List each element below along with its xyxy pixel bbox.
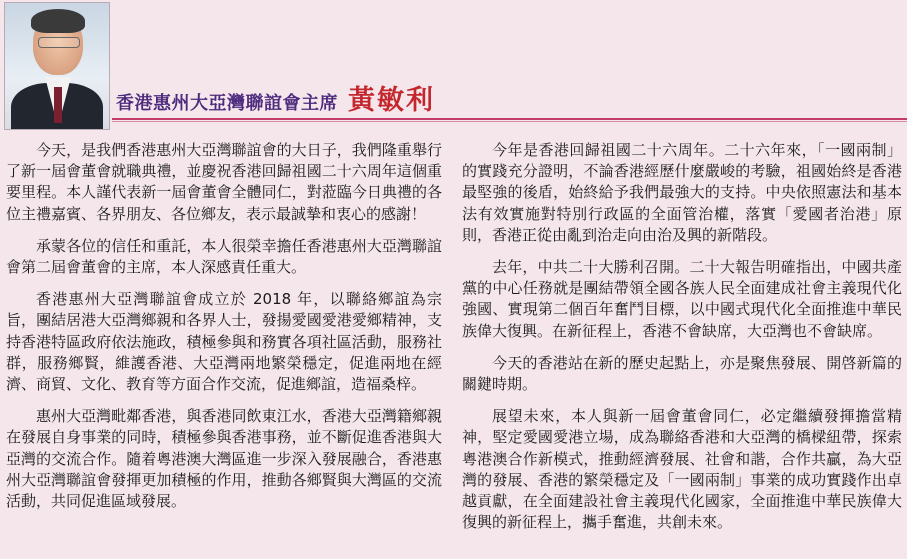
paragraph: 今天的香港站在新的歷史起點上，亦是聚焦發展、開啓新篇的關鍵時期。 [462,353,902,394]
left-column [6,140,442,523]
organization-title: 香港惠州大亞灣聯誼會主席 [116,93,338,114]
article-header [0,0,907,130]
header-divider-thin [112,121,907,122]
portrait-photo [4,2,110,130]
paragraph: 承蒙各位的信任和重託，本人很榮幸擔任香港惠州大亞灣聯誼會第二屆會董會的主席，本人深感責任重大。 [6,236,442,277]
person-name: 黃敏利 [348,85,435,116]
portrait-glasses [38,37,80,48]
header-divider [112,118,907,120]
paragraph: 今年是香港回歸祖國二十六周年。二十六年來，「一國兩制」的實踐充分證明，不論香港經歷什麼嚴峻的考驗，祖國始終是香港最堅強的後盾，始終給予我們最強大的支持。中央依照憲法和基本法有效實施對特別行政區的全面管治權，落實「愛國者治港」原則，香港正從由亂到治走向由治及興的新階段。 [462,141,902,244]
portrait-tie [54,87,62,123]
paragraph: 香港惠州大亞灣聯誼會成立於 2018 年，以聯絡鄉誼為宗旨，團結居港大亞灣鄉親和各界人士，發揚愛國愛港愛鄉精神，支持香港特區政府依法施政，積極參與和務實各項社區活動，服務社群，服務鄉賢，維護香港、大亞灣兩地繁榮穩定，促進兩地在經濟、商貿、文化、教育等方面合作交流，促進鄉誼，造福桑梓。 [6,290,442,394]
paragraph: 去年，中共二十大勝利召開。二十大報告明確指出，中國共產黨的中心任務就是團結帶領全國各族人民全面建成社會主義現代化強國、實現第二個百年奮鬥目標，以中國式現代化全面推進中華民族偉大復興。在新征程上，香港不會缺席，大亞灣也不會缺席。 [462,258,902,340]
paragraph: 惠州大亞灣毗鄰香港，與香港同飲東江水，香港大亞灣籍鄉親在發展自身事業的同時，積極參與香港事務，並不斷促進香港與大亞灣的交流合作。隨着粵港澳大灣區進一步深入發展融合，香港惠州大亞灣聯誼會發揮更加積極的作用，推動各鄉賢與大灣區的交流活動，共同促進區域發展。 [6,407,442,511]
byline [116,78,435,117]
portrait-hair [31,9,85,33]
paragraph: 今天，是我們香港惠州大亞灣聯誼會的大日子，我們隆重舉行了新一屆會董會就職典禮，並慶祝香港回歸祖國二十六周年這個重要里程。本人謹代表新一屆會董會全體同仁，對蒞臨今日典禮的各位主禮嘉賓、各界朋友、各位鄉友，表示最誠摯和衷心的感謝！ [6,141,442,223]
paragraph: 展望未來，本人與新一屆會董會同仁，必定繼續發揮擔當精神，堅定愛國愛港立場，成為聯絡香港和大亞灣的橋樑紐帶，探索粵港澳合作新模式，推動經濟發展、社會和諧，合作共贏，為大亞灣的發展、香港的繁榮穩定及「一國兩制」事業的成功實踐作出卓越貢獻，在全面建設社會主義現代化國家，全面推進中華民族偉大復興的新征程上，攜手奮進，共創未來。 [462,407,902,532]
right-column [462,140,902,544]
